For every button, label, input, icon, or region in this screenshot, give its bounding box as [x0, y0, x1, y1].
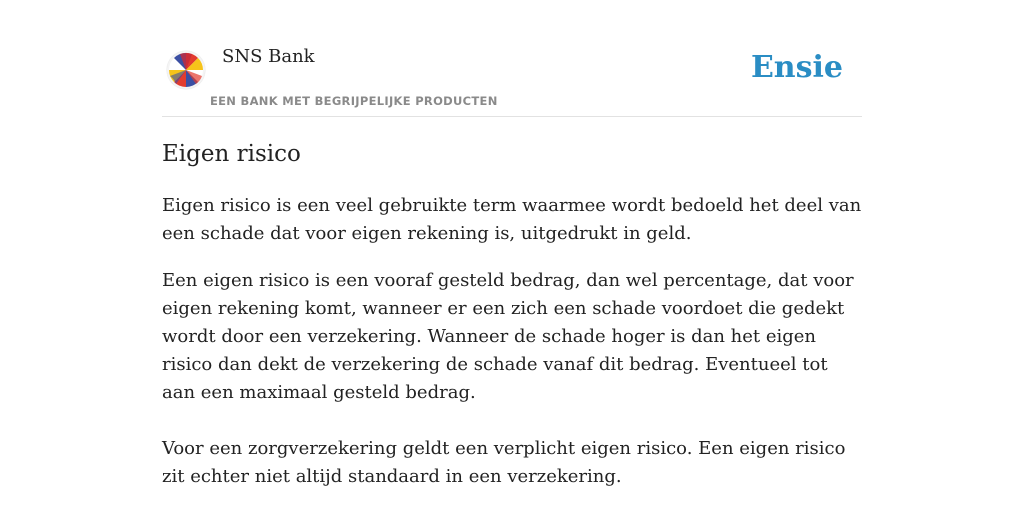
term-title: Eigen risico [162, 141, 301, 167]
article [162, 138, 862, 510]
ensie-logo-link[interactable]: Ensie [750, 50, 843, 85]
definition-paragraph: Eigen risico is een veel gebruikte term waarmee wordt bedoeld het deel van een schade dat voor eigen rekening is, uitgedrukt in geld. [162, 195, 862, 244]
definition-paragraph: Voor een zorgverzekering geldt een verplicht eigen risico. Een eigen risico zit echter niet altijd standaard in een verzekering. [162, 438, 846, 487]
author-name-link[interactable]: SNS Bank [222, 46, 315, 67]
header [162, 0, 862, 117]
paragraph-spacer [162, 426, 862, 435]
author-avatar[interactable] [167, 51, 205, 89]
author-tagline: EEN BANK MET BEGRIJPELIJKE PRODUCTEN [210, 94, 498, 108]
sns-logo-icon [167, 51, 205, 89]
definition-paragraph: Een eigen risico is een vooraf gesteld bedrag, dan wel percentage, dat voor eigen rekening komt, wanneer er een zich een schade voordoet die gedekt wordt door een verzekering. Wanneer de schade hoger is dan het eigen risico dan dekt de verzekering de schade vanaf dit bedrag. Eventueel tot aan een maximaal gesteld bedrag. [162, 270, 854, 403]
